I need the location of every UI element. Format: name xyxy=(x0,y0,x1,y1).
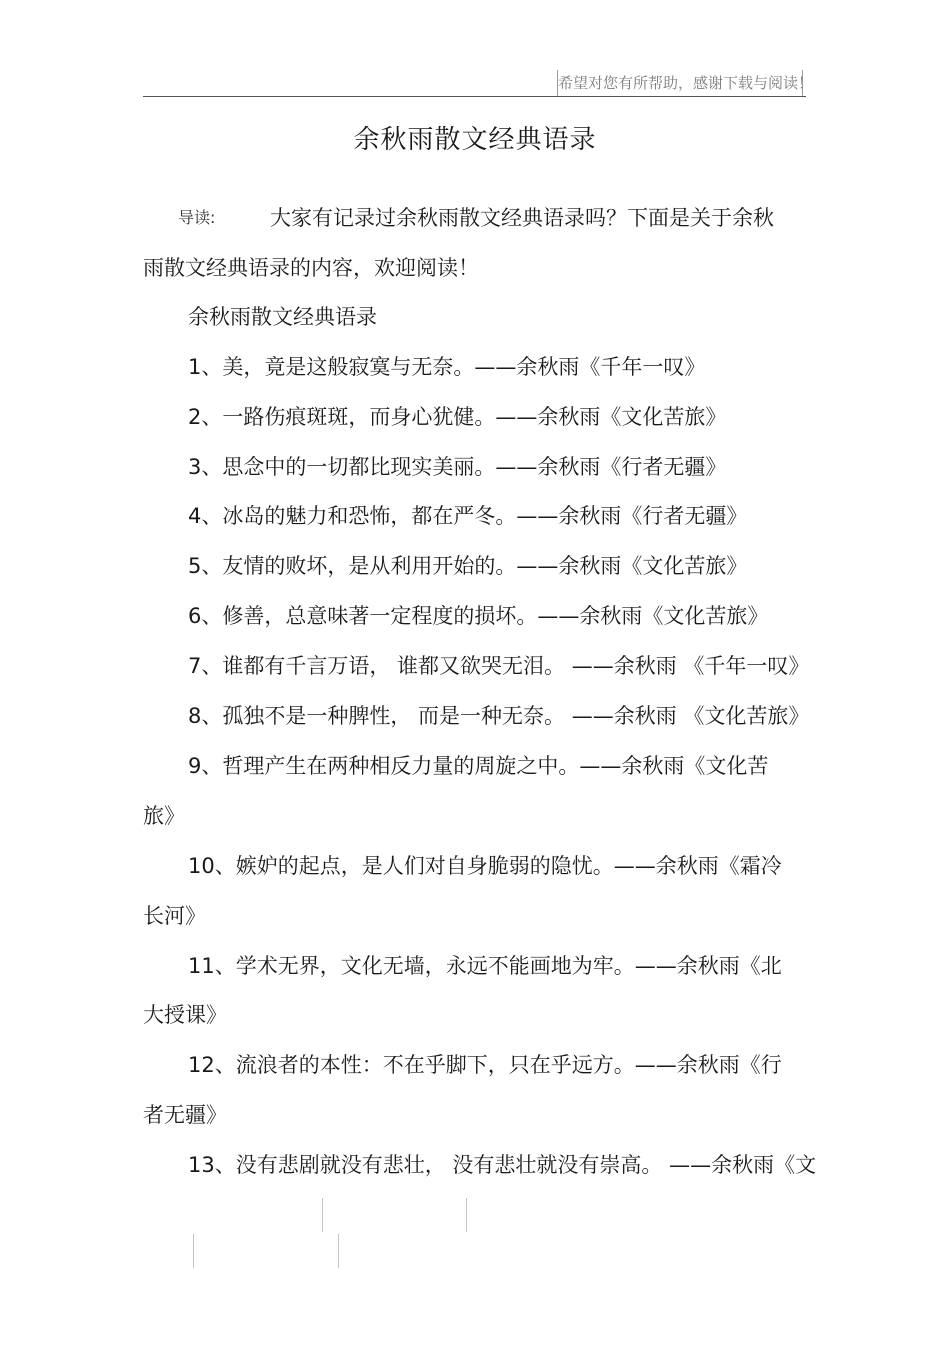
quote-line: 12、流浪者的本性：不在乎脚下，只在乎远方。——余秋雨《行 xyxy=(188,1053,782,1077)
header-banner: 希望对您有所帮助，感谢下载与阅读！ xyxy=(557,70,803,96)
section-heading: 余秋雨散文经典语录 xyxy=(188,305,377,329)
scan-fragment xyxy=(322,1198,323,1232)
quote-line: 2、一路伤痕斑斑，而身心犹健。——余秋雨《文化苦旅》 xyxy=(188,405,727,429)
quote-line-continued: 者无疆》 xyxy=(143,1103,227,1127)
quote-line-continued: 旅》 xyxy=(143,804,185,828)
quote-line: 4、冰岛的魅力和恐怖，都在严冬。——余秋雨《行者无疆》 xyxy=(188,504,748,528)
quote-line: 11、学术无界，文化无墙，永远不能画地为牢。——余秋雨《北 xyxy=(188,954,782,978)
scan-fragment xyxy=(338,1234,339,1268)
quote-line: 9、哲理产生在两种相反力量的周旋之中。——余秋雨《文化苦 xyxy=(188,754,769,778)
page-title: 余秋雨散文经典语录 xyxy=(353,125,597,155)
intro-line-1: 大家有记录过余秋雨散文经典语录吗？下面是关于余秋 xyxy=(270,206,774,230)
quote-line: 6、修善，总意味著一定程度的损坏。——余秋雨《文化苦旅》 xyxy=(188,604,769,628)
quote-line: 13、没有悲剧就没有悲壮， 没有悲壮就没有崇高。 ——余秋雨《文 xyxy=(188,1153,817,1177)
scan-fragment xyxy=(466,1198,467,1232)
quote-line: 3、思念中的一切都比现实美丽。——余秋雨《行者无疆》 xyxy=(188,455,727,479)
quote-line: 10、嫉妒的起点，是人们对自身脆弱的隐忧。——余秋雨《霜冷 xyxy=(188,854,782,878)
intro-label: 导读: xyxy=(178,208,216,227)
intro-line-2: 雨散文经典语录的内容，欢迎阅读！ xyxy=(143,256,479,280)
quote-line: 7、谁都有千言万语， 谁都又欲哭无泪。 ——余秋雨 《千年一叹》 xyxy=(188,654,810,678)
quote-line-continued: 长河》 xyxy=(143,904,206,928)
quote-line-continued: 大授课》 xyxy=(143,1003,227,1027)
scan-fragment xyxy=(193,1234,194,1268)
quote-line: 5、友情的败坏，是从利用开始的。——余秋雨《文化苦旅》 xyxy=(188,554,748,578)
quote-line: 8、孤独不是一种脾性， 而是一种无奈。 ——余秋雨 《文化苦旅》 xyxy=(188,704,810,728)
header-rule xyxy=(143,96,806,97)
quote-line: 1、美，竟是这般寂寞与无奈。——余秋雨《千年一叹》 xyxy=(188,355,706,379)
